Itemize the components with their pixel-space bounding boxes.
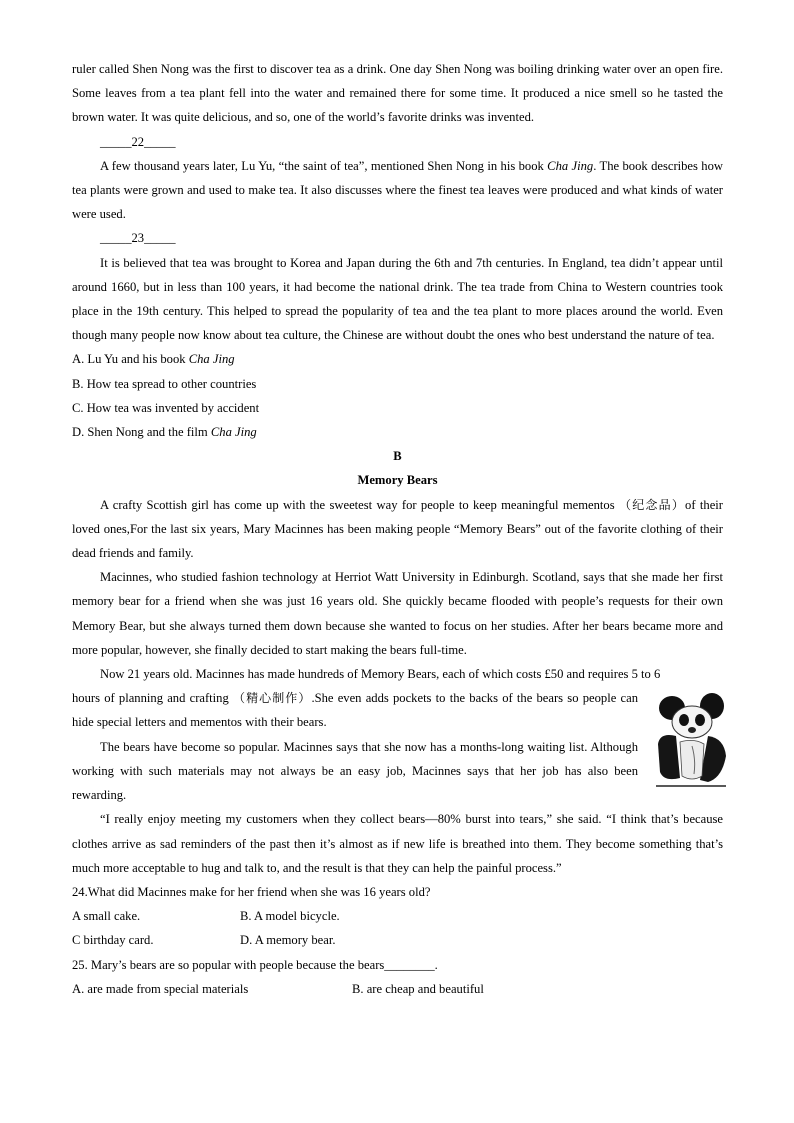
blank-22: _____22_____ xyxy=(100,134,176,149)
question-25-options-row-1 xyxy=(72,977,723,1001)
passage-a-paragraph-2 xyxy=(72,154,723,227)
option-d-italic: Cha Jing xyxy=(210,425,257,440)
option-b xyxy=(72,372,723,396)
option-a-text: A. Lu Yu and his book xyxy=(72,352,189,367)
option-d-text: D. Shen Nong and the film xyxy=(72,425,211,440)
passage-b-title: Memory Bears xyxy=(357,473,438,488)
p1-chinese-gloss: （纪念品） xyxy=(618,497,686,512)
paragraph-2-text: A few thousand years later, Lu Yu, “the saint of tea”, mentioned Shen Nong in his book xyxy=(100,158,548,173)
passage-b-paragraph-3 xyxy=(72,686,638,734)
q25-option-a: A. are made from special materials xyxy=(72,981,249,996)
option-a-italic: Cha Jing xyxy=(188,352,235,367)
p1-text-end: of their loved ones,For the last six years, Mary Macinnes has been making people “Memory Bears” out of the favorite clothing of their dead friends and family. xyxy=(72,497,723,561)
passage-b-paragraph-4: The bears have become so popular. Macinnes says that she now has a months-long waiting list. Although working with such materials may not always be an easy job, Macinnes says that her job has also been rewarding. xyxy=(72,739,638,803)
option-b-text: B. How tea spread to other countries xyxy=(72,376,257,391)
p3-text-end: .She even adds pockets to the backs of the bears so people can hide special letters and mementos with their bears. xyxy=(72,691,638,730)
p3-chinese-gloss: （精心制作） xyxy=(233,691,312,706)
question-24-options-row-2 xyxy=(72,928,723,952)
panda-bear-image xyxy=(650,686,730,790)
option-c xyxy=(72,396,723,420)
passage-b-paragraph-2: Macinnes, who studied fashion technology at Herriot Watt University in Edinburgh. Scotland, says that she made her first memory bear for a friend when she was just 16 years old. She quickly became flooded with people’s requests for their own Memory Bear, but she always turned them down because she wanted to focus on her studies. After her bears became more and more popular, however, she finally decided to start making the bears full-time. xyxy=(72,570,723,657)
q24-option-b: B. A model bicycle. xyxy=(240,909,340,924)
option-a xyxy=(72,347,723,371)
passage-a-paragraph-1: ruler called Shen Nong was the first to discover tea as a drink. One day Shen Nong was boiling drinking water over an open fire. Some leaves from a tea plant fell into the water and remained there for some time. It produced a nice smell so he tasted the brown water. It was quite delicious, and so, one of the world’s favorite drinks was invented. xyxy=(72,62,723,125)
section-letter: B xyxy=(393,449,402,464)
figure-wrap xyxy=(72,686,723,807)
question-24-stem: 24.What did Macinnes make for her friend when she was 16 years old? xyxy=(72,884,431,899)
paragraph-2-text-end: . The book describes how tea plants were grown and used to make tea. It also discusses where the finest tea leaves were produced and what kinds of water were used. xyxy=(72,158,723,222)
document-page xyxy=(72,57,723,1001)
option-c-text: C. How tea was invented by accident xyxy=(72,400,260,415)
q24-option-d: D. A memory bear. xyxy=(240,933,336,948)
passage-a-paragraph-3: It is believed that tea was brought to Korea and Japan during the 6th and 7th centuries. In England, tea didn’t appear until around 1660, but in less than 100 years, it had become the national drink. The tea trade from China to Western countries took place in the 19th century. This helped to spread the popularity of tea and the tea plant to more places around the world. Even though many people now know about tea culture, the Chinese are without doubt the ones who best understand the nature of tea. xyxy=(72,255,723,343)
question-25-stem: 25. Mary’s bears are so popular with people because the bears________. xyxy=(72,957,438,972)
question-24-options-row-1 xyxy=(72,904,723,928)
passage-b-paragraph-3-line-1: Now 21 years old. Macinnes has made hundreds of Memory Bears, each of which costs £50 and requires 5 to 6 xyxy=(100,667,661,682)
passage-b-paragraph-1 xyxy=(72,493,723,566)
book-title: Cha Jing xyxy=(547,158,594,173)
option-d xyxy=(72,420,723,444)
p1-text: A crafty Scottish girl has come up with the sweetest way for people to keep meaningful mementos xyxy=(100,497,619,512)
p3-text: hours of planning and crafting xyxy=(72,691,233,706)
q24-option-c: C birthday card. xyxy=(72,933,154,948)
q24-option-a: A small cake. xyxy=(72,909,141,924)
blank-23: _____23_____ xyxy=(100,231,176,246)
passage-b-paragraph-5: “I really enjoy meeting my customers when they collect bears—80% burst into tears,” she said. “I think that’s because clothes arrive as sad reminders of the past then it’s almost as if new life is breathed into them. They become something that’s much more acceptable to hug and talk to, and the result is that they can help the painful process.” xyxy=(72,812,723,875)
q25-option-b: B. are cheap and beautiful xyxy=(352,981,484,996)
